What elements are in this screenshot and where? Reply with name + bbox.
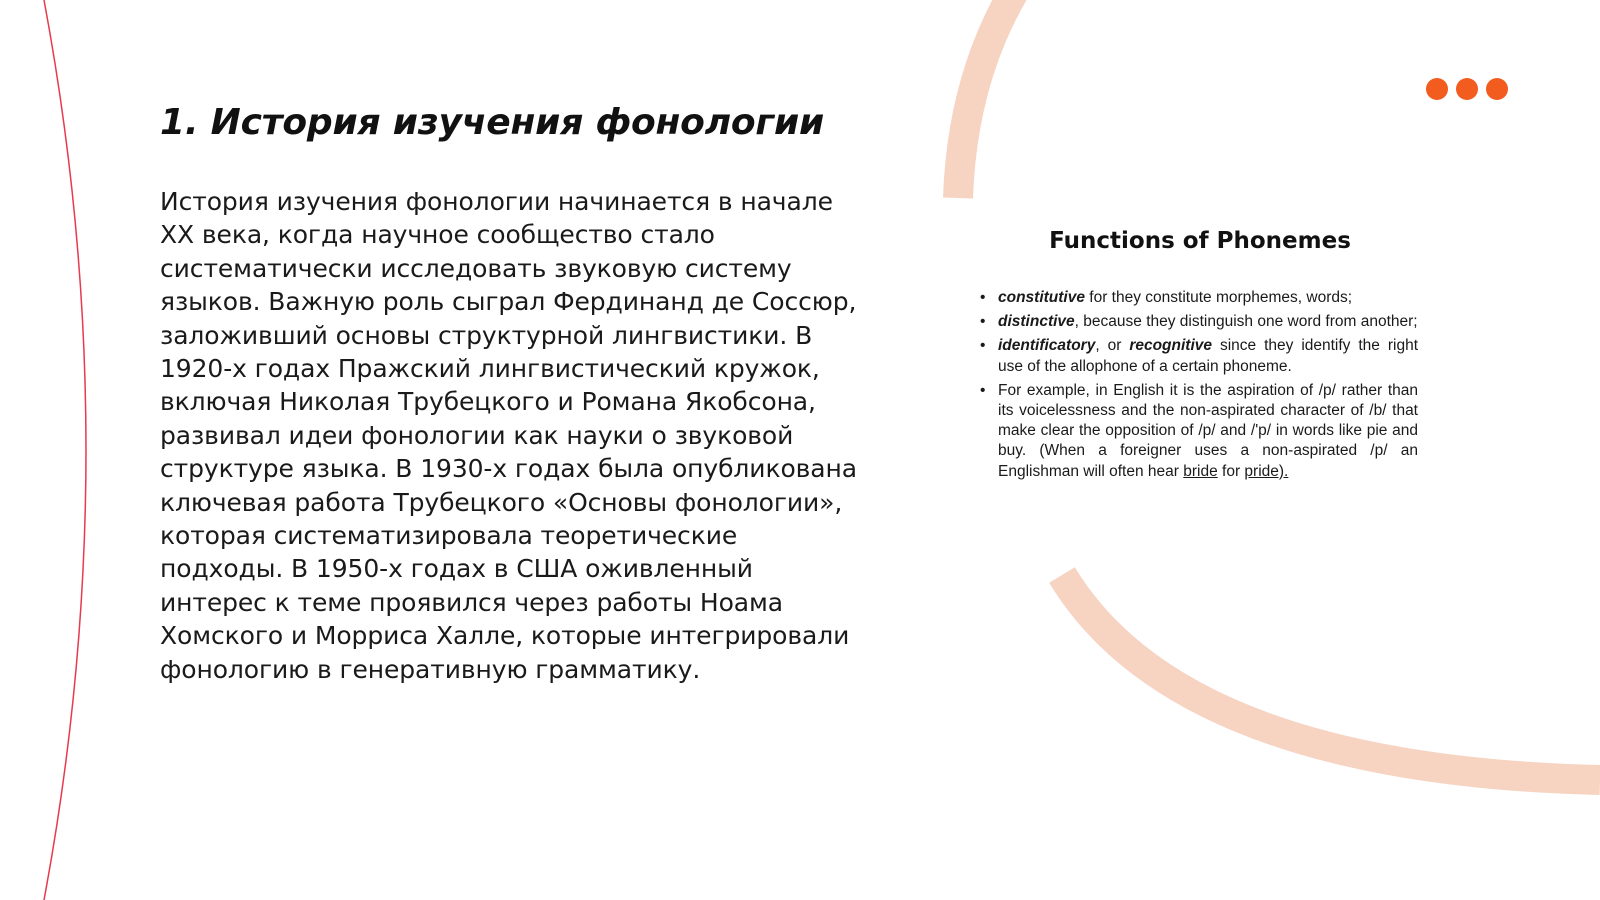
term-distinctive: distinctive: [998, 313, 1075, 331]
term-identificatory: identificatory: [998, 337, 1096, 355]
item-text-pre: For example, in English it is the aspiration of /p/ rather than its voicelessness and the non-aspirated character of /b/ that make clear the opposition of /p/ and /'p/ in words like pie and buy. (When a foreigner uses a non-aspirated /p/ an Englishman will often hear: [998, 381, 1418, 480]
item-text: , because they distinguish one word from another;: [1074, 313, 1418, 331]
bullet: •: [980, 337, 986, 355]
item-text: since they identify the right use of the allophone of a certain phoneme.: [998, 337, 1419, 375]
word-bride: bride: [1183, 462, 1218, 480]
item-text: for they constitute morphemes, words;: [1084, 289, 1353, 306]
dot-3: [1486, 78, 1508, 100]
item-text-mid: for: [1217, 462, 1245, 480]
dots-decoration: [1426, 78, 1508, 100]
word-pride: pride).: [1244, 462, 1289, 480]
slide-body-text: История изучения фонологии начинается в начале XX века, когда научное сообщество стало систематически исследовать звуковую систему языков. Важную роль сыграл Фердинанд де Соссюр, заложивший основы структурной лингвистики. В 1920-х годах Пражский лингвистический кружок, включая Николая Трубецкого и Романа Якобсона, развивал идеи фонологии как науки о звуковой структуре языка. В 1930-х годах была опубликована ключевая работа Трубецкого «Основы фонологии», которая систематизировала теоретические подходы. В 1950-х годах в США оживленный интерес к теме проявился через работы Ноама Хомского и Морриса Халле, которые интегрировали фонологию в генеративную грамматику.: [160, 187, 857, 684]
term-constitutive: constitutive: [998, 289, 1085, 306]
dot-1: [1426, 78, 1448, 100]
bullet: •: [980, 381, 986, 399]
term-recognitive: recognitive: [1129, 337, 1213, 355]
functions-title: Functions of Phonemes: [1049, 228, 1351, 254]
slide-title: 1. История изучения фонологии: [160, 102, 825, 143]
top-arc: [958, 0, 1015, 198]
bottom-arc: [1062, 575, 1600, 780]
list-item: [978, 381, 1418, 482]
bullet: •: [980, 313, 986, 331]
list-item: [978, 288, 1418, 308]
dot-2: [1456, 78, 1478, 100]
list-item: [978, 312, 1418, 332]
list-item: [978, 336, 1418, 376]
item-text-mid: , or: [1095, 337, 1130, 355]
left-accent-line: [44, 0, 86, 900]
functions-list: [978, 288, 1418, 486]
bullet: •: [980, 289, 986, 306]
